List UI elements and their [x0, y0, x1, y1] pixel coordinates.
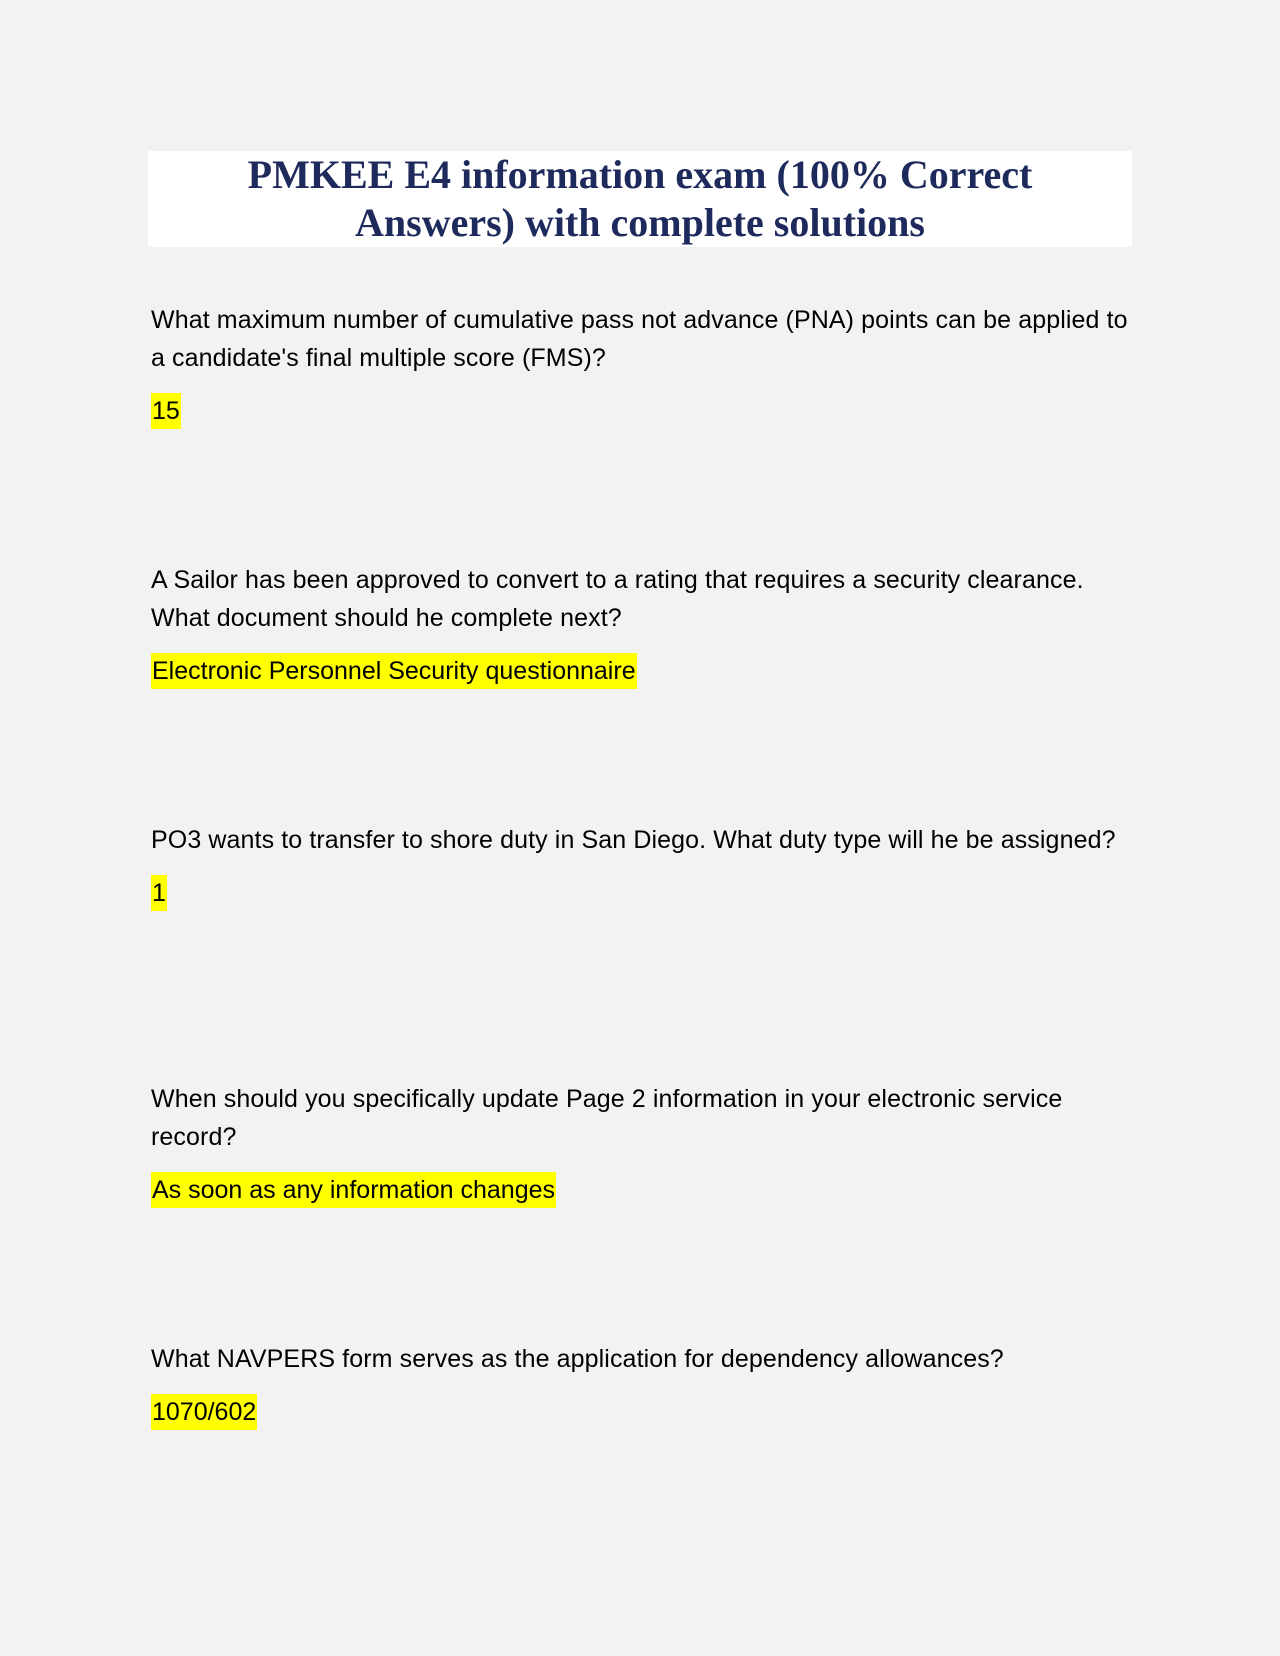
- qa-item-2: [151, 561, 1141, 689]
- answer-4: As soon as any information changes: [151, 1172, 556, 1208]
- question-1: What maximum number of cumulative pass not advance (PNA) points can be applied to a candidate's final multiple score (FMS)?: [151, 306, 1128, 372]
- title-banner: [148, 151, 1132, 247]
- answer-1: 15: [151, 393, 181, 429]
- qa-item-3: [151, 821, 1141, 911]
- qa-item-1: [151, 301, 1141, 429]
- qa-item-5: [151, 1340, 1141, 1430]
- qa-item-4: [151, 1080, 1141, 1208]
- question-4: When should you specifically update Page 2 information in your electronic service record?: [151, 1085, 1063, 1151]
- answer-2: Electronic Personnel Security questionnaire: [151, 653, 637, 689]
- answer-3: 1: [151, 875, 167, 911]
- question-5: What NAVPERS form serves as the application for dependency allowances?: [151, 1345, 1004, 1373]
- question-3: PO3 wants to transfer to shore duty in San Diego. What duty type will he be assigned?: [151, 826, 1116, 854]
- document-title: PMKEE E4 information exam (100% Correct Answers) with complete solutions: [247, 152, 1033, 245]
- answer-5: 1070/602: [151, 1394, 257, 1430]
- question-2: A Sailor has been approved to convert to a rating that requires a security clearance. What document should he complete next?: [151, 566, 1084, 632]
